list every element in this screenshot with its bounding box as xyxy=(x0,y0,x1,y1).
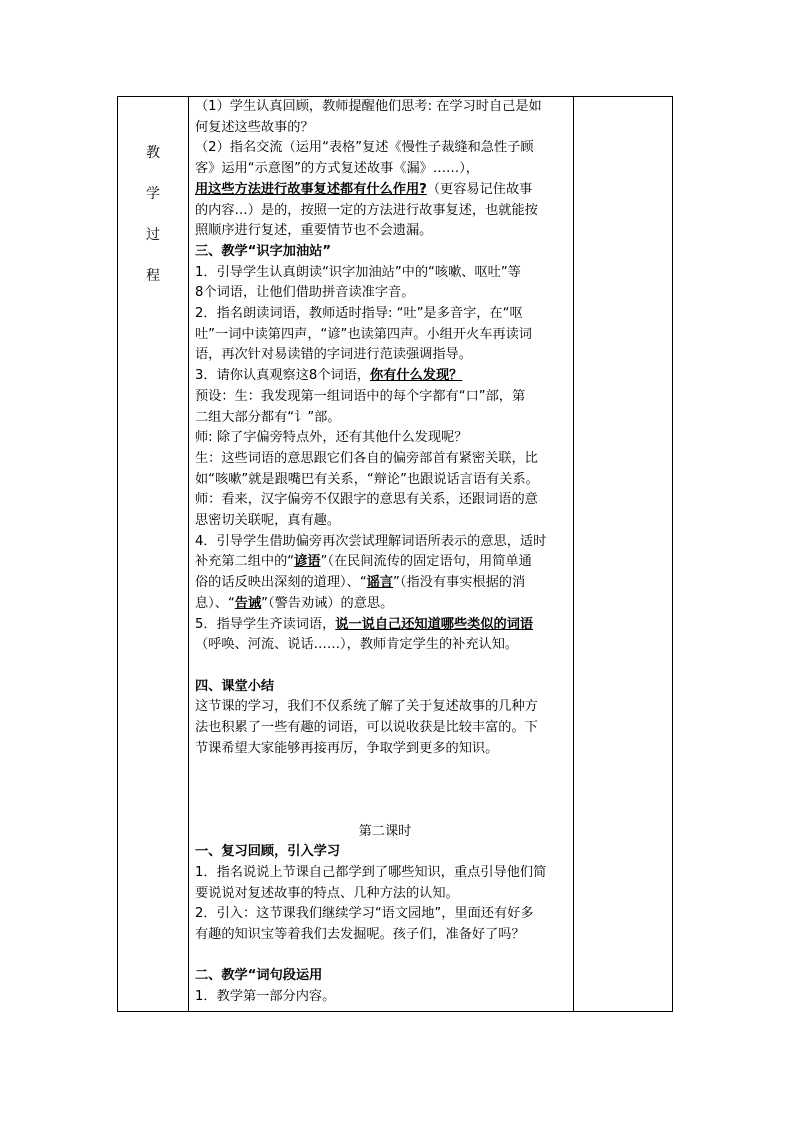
side-char-3: 过 xyxy=(146,227,160,243)
text-line: 照顺序进行复述，重要情节也不会遗漏。 xyxy=(195,223,433,239)
text-line: （1）学生认真回顾，教师提醒他们思考: 在学习时自己是如 xyxy=(195,99,542,114)
text-span: （更容易记住故事 xyxy=(426,181,533,197)
text-line: 的内容…）是的，按照一定的方法进行故事复述，也就能按 xyxy=(195,202,538,218)
text-line: 2．引入：这节课我们继续学习“语文园地”，里面还有好多 xyxy=(195,906,534,922)
text-span: 3．请你认真观察这8个词语， xyxy=(195,368,371,384)
side-char-4: 程 xyxy=(146,268,160,284)
text-line xyxy=(195,366,575,387)
text-line: 吐”一词中读第四声，“谚”也读第四声。小组开火车再读词 xyxy=(195,326,532,342)
text-line: 有趣的知识宝等着我们去发掘呢。孩子们，准备好了吗？ xyxy=(195,927,525,943)
lesson-content xyxy=(195,97,575,1008)
text-line xyxy=(195,594,575,615)
text-line: 8个词语，让他们借助拼音读准字音。 xyxy=(195,285,415,301)
text-line: 1．指名说说上节课自己都学到了哪些知识，重点引导他们简 xyxy=(195,864,547,880)
text-line: 要说说对复述故事的特点、几种方法的认知。 xyxy=(195,885,459,901)
text-span: ”（指没有事实根据的消 xyxy=(393,575,526,591)
text-line: 如“咳嗽”就是跟嘴巴有关系，“辩论”也跟说话言语有关系。 xyxy=(195,471,539,487)
text-span: ”（警告劝诫）的意思。 xyxy=(261,595,394,611)
text-line: 节课希望大家能够再接再厉，争取学到更多的知识。 xyxy=(195,740,499,756)
emphasis-question: 说一说自己还知道哪些类似的词语 xyxy=(335,616,534,632)
text-line: 4．引导学生借助偏旁再次尝试理解词语所表示的意思，适时 xyxy=(195,533,547,549)
text-line xyxy=(195,180,575,201)
term-warning: 告诫 xyxy=(234,595,262,611)
text-line: 1．教学第一部分内容。 xyxy=(195,989,336,1005)
text-line: 2．指名朗读词语，教师适时指导: “吐”是多音字，在“呕 xyxy=(195,306,523,322)
text-line: （呼唤、河流、说话……），教师肯定学生的补充认知。 xyxy=(195,637,519,653)
text-line: 这节课的学习，我们不仅系统了解了关于复述故事的几种方 xyxy=(195,699,538,715)
text-line: 师: 除了字偏旁特点外，还有其他什么发现呢？ xyxy=(195,430,468,446)
section-heading: 二、教学“词句段运用 xyxy=(195,968,323,984)
text-line: 客》运用“示意图”的方式复述故事《漏》……）， xyxy=(195,161,479,177)
lesson-table xyxy=(117,96,673,1012)
term-rumor: 谣言 xyxy=(366,575,394,591)
text-line xyxy=(195,615,575,636)
emphasis-question: 用这些方法进行故事复述都有什么作用? xyxy=(195,181,427,197)
text-line: 预设：生：我发现第一组词语中的每个字都有“口”部，第 xyxy=(195,388,526,404)
text-span: 5．指导学生齐读词语， xyxy=(195,616,336,632)
text-line: 语，再次针对易读错的字词进行范读强调指导。 xyxy=(195,347,472,363)
text-line: 何复述这些故事的？ xyxy=(195,119,314,135)
emphasis-question: 你有什么发现？ xyxy=(370,368,463,384)
text-span: ”（在民间流传的固定语句，用简单通 xyxy=(320,554,532,570)
section-heading: 三、教学“识字加油站” xyxy=(195,243,332,259)
text-line xyxy=(195,552,575,573)
text-line: 师：看来，汉字偏旁不仅跟字的意思有关系，还跟词语的意 xyxy=(195,492,538,508)
term-proverb: 谚语 xyxy=(294,554,321,570)
text-span: 息）、“ xyxy=(195,595,235,611)
text-line: （2）指名交流（运用“表格”复述《慢性子裁缝和急性子顾 xyxy=(195,140,534,156)
text-line: 1．引导学生认真朗读“识字加油站”中的“咳嗽、呕吐”等 xyxy=(195,264,521,280)
side-char-1: 教 xyxy=(146,145,160,161)
text-line xyxy=(195,573,575,594)
text-span: 俗的话反映出深刻的道理）、“ xyxy=(195,575,367,591)
text-span: 补充第二组中的“ xyxy=(195,554,295,570)
text-line: 二组大部分都有“讠”部。 xyxy=(195,409,341,425)
period-title: 第二课时 xyxy=(358,823,412,839)
section-heading: 四、课堂小结 xyxy=(195,678,275,694)
text-line: 思密切关联呢，真有趣。 xyxy=(195,513,341,529)
column-divider-left xyxy=(188,97,189,1011)
text-line: 法也积累了一些有趣的词语，可以说收获是比较丰富的。下 xyxy=(195,720,538,736)
side-char-2: 学 xyxy=(146,186,160,202)
text-line: 生：这些词语的意思跟它们各自的偏旁部首有紧密关联，比 xyxy=(195,450,538,466)
section-heading: 一、复习回顾，引入学习 xyxy=(195,844,341,860)
